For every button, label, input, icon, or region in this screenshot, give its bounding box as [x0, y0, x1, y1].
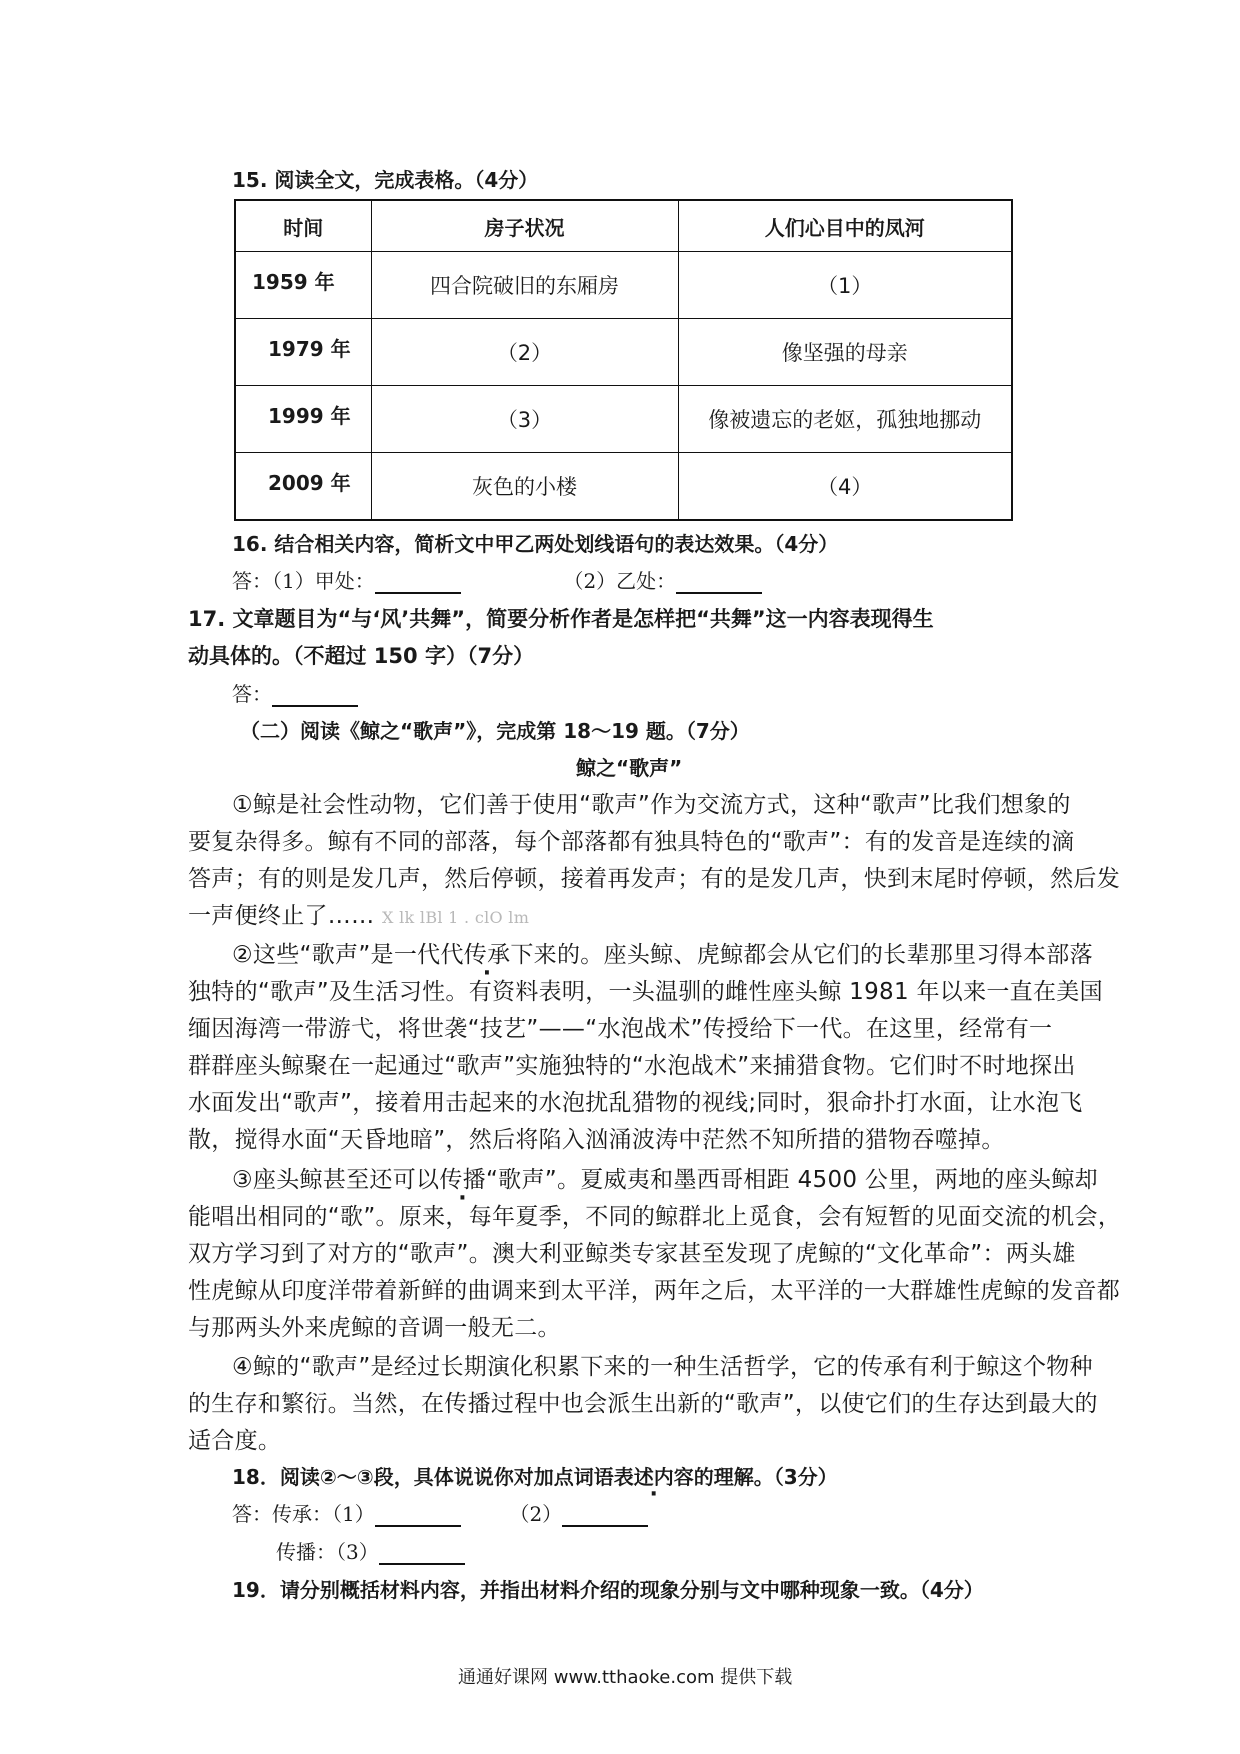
passage-text: ②这些“歌声”是一代代	[232, 942, 464, 968]
answer-label: 答：（1）甲处：	[232, 569, 375, 593]
passage-line	[232, 1161, 1098, 1194]
question-16-heading: 16. 结合相关内容，简析文中甲乙两处划线语句的表达效果。（4分）	[232, 532, 839, 556]
answer-blank[interactable]	[375, 572, 461, 594]
answer-blank[interactable]	[676, 572, 762, 594]
table-cell-year: 1979 年	[235, 319, 371, 386]
dotted-term-content: 表述内容	[613, 1465, 694, 1489]
answer-label: 答：传承：（1）	[232, 1502, 375, 1526]
passage-title: 鲸之“歌声”	[576, 756, 683, 780]
answer-label: 传播：（3）	[276, 1540, 379, 1564]
question-17-answer-line	[232, 678, 358, 707]
watermark-noise-text: X lk lBl 1 . clO lm	[382, 908, 530, 927]
table-header-cell: 房子状况	[371, 200, 678, 252]
section-2-intro: （二）阅读《鲸之“歌声”》，完成第 18～19 题。（7分）	[240, 719, 750, 743]
table-cell: 四合院破旧的东厢房	[371, 252, 678, 319]
passage-line: 独特的“歌声”及生活习性。有资料表明，一头温驯的雌性座头鲸 1981 年以来一直在美国	[188, 979, 1103, 1005]
table-cell: （2）	[371, 319, 678, 386]
table-row	[235, 319, 1012, 386]
passage-line: 性虎鲸从印度洋带着新鲜的曲调来到太平洋，两年之后，太平洋的一大群雄性虎鲸的发音都	[188, 1278, 1120, 1304]
answer-blank[interactable]	[375, 1505, 461, 1527]
table-header-cell: 时间	[235, 200, 371, 252]
passage-line: ④鲸的“歌声”是经过长期演化积累下来的一种生活哲学，它的传承有利于鲸这个物种	[232, 1354, 1093, 1380]
question-15-heading: 15. 阅读全文，完成表格。（4分）	[232, 168, 539, 192]
question-16-answer-line	[232, 565, 762, 594]
passage-line: 能唱出相同的“歌”。原来，每年夏季，不同的鲸群北上觅食，会有短暂的见面交流的机会，	[188, 1204, 1122, 1230]
table-header-row	[235, 200, 1012, 252]
dotted-term-inheritance: 传承	[463, 942, 511, 968]
table-row	[235, 453, 1012, 521]
dotted-term-spread: 传播	[439, 1167, 486, 1193]
passage-text: “歌声”。夏威夷和墨西哥相距 4500 公里，两地的座头鲸却	[485, 1167, 1098, 1193]
passage-line: 答声；有的则是发几声，然后停顿，接着再发声；有的是发几声，快到末尾时停顿，然后发	[188, 866, 1120, 892]
page-footer: 通通好课网 www.tthaoke.com 提供下载	[458, 1667, 793, 1688]
table-row	[235, 252, 1012, 319]
passage-text: ③座头鲸甚至还可以	[232, 1167, 440, 1193]
question-19-heading: 19．请分别概括材料内容，并指出材料介绍的现象分别与文中哪种现象一致。（4分）	[232, 1578, 984, 1602]
table-cell: 像被遗忘的老妪，孤独地挪动	[678, 386, 1012, 453]
passage-line: 散，搅得水面“天昏地暗”，然后将陷入汹涌波涛中茫然不知所措的猎物吞噬掉。	[188, 1127, 1005, 1153]
question-18-heading	[232, 1461, 838, 1490]
table-cell: （4）	[678, 453, 1012, 521]
passage-line: 双方学习到了对方的“歌声”。澳大利亚鲸类专家甚至发现了虎鲸的“文化革命”：两头雄	[188, 1241, 1076, 1267]
table-cell-year: 1999 年	[235, 386, 371, 453]
question-17-line-2: 动具体的。（不超过 150 字）（7分）	[188, 644, 535, 668]
answer-blank[interactable]	[562, 1505, 648, 1527]
answer-label: （2）乙处：	[563, 569, 677, 593]
passage-line: 水面发出“歌声”，接着用击起来的水泡扰乱猎物的视线;同时，狠命扑打水面，让水泡飞	[188, 1090, 1083, 1116]
passage-line: 的生存和繁衍。当然，在传播过程中也会派生出新的“歌声”，以使它们的生存达到最大的	[188, 1391, 1098, 1417]
passage-line	[188, 897, 529, 930]
answer-label: （2）	[509, 1502, 563, 1526]
question-text: 的理解。（3分）	[693, 1465, 838, 1489]
question-17-line-1: 17. 文章题目为“与‘风’共舞”，简要分析作者是怎样把“共舞”这一内容表现得生	[188, 607, 934, 631]
passage-text: 下来的。座头鲸、虎鲸都会从它们的长辈那里习得本部落	[510, 942, 1093, 968]
passage-text: 一声便终止了……	[188, 903, 375, 929]
passage-line	[232, 936, 1093, 969]
answer-table	[234, 199, 1013, 521]
question-18-answer-line-2	[276, 1536, 465, 1565]
table-cell: 灰色的小楼	[371, 453, 678, 521]
answer-blank[interactable]	[379, 1543, 465, 1565]
table-cell-year: 1959 年	[235, 252, 371, 319]
answer-label: 答：	[232, 682, 272, 706]
question-text: 18．阅读②～③段，具体说说你对加点词语	[232, 1465, 614, 1489]
passage-line: 与那两头外来虎鲸的音调一般无二。	[188, 1315, 561, 1341]
table-cell: （1）	[678, 252, 1012, 319]
table-cell: （3）	[371, 386, 678, 453]
passage-line: ①鲸是社会性动物，它们善于使用“歌声”作为交流方式，这种“歌声”比我们想象的	[232, 792, 1071, 818]
table-row	[235, 386, 1012, 453]
passage-line: 群群座头鲸聚在一起通过“歌声”实施独特的“水泡战术”来捕猎食物。它们时不时地探出	[188, 1053, 1076, 1079]
table-cell-year: 2009 年	[235, 453, 371, 521]
passage-line: 缅因海湾一带游弋，将世袭“技艺”——“水泡战术”传授给下一代。在这里，经常有一	[188, 1016, 1053, 1042]
answer-blank[interactable]	[272, 685, 358, 707]
table-cell: 像坚强的母亲	[678, 319, 1012, 386]
passage-line: 要复杂得多。鲸有不同的部落，每个部落都有独具特色的“歌声”：有的发音是连续的滴	[188, 829, 1075, 855]
table-header-cell: 人们心目中的凤河	[678, 200, 1012, 252]
passage-line: 适合度。	[188, 1428, 282, 1454]
question-18-answer-line-1	[232, 1498, 648, 1527]
